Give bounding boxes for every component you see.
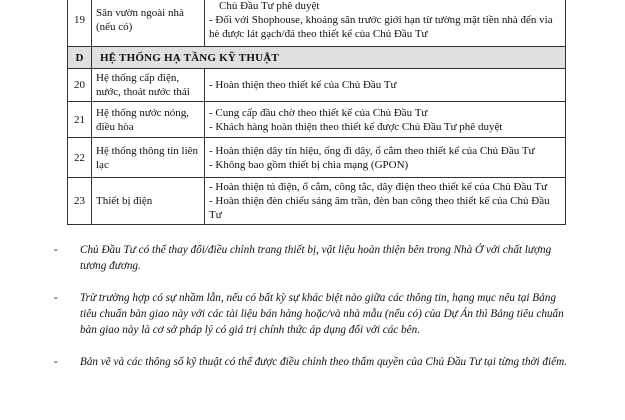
description-line: - Đối với Shophouse, khoảng sân trước giới hạn từ tường mặt tiền nhà đến via hè được lát gạch/đá theo thiết kế của Chủ Đầu Tư xyxy=(209,13,553,40)
description-line: - Cung cấp đầu chờ theo thiết kế của Chủ Đầu Tư xyxy=(209,106,428,119)
row-description xyxy=(205,102,566,138)
handover-spec-table-body xyxy=(68,0,566,225)
row-number: 22 xyxy=(68,138,92,178)
handover-spec-table xyxy=(67,0,566,225)
note-item xyxy=(54,354,575,370)
note-bullet: - xyxy=(54,292,58,304)
note-item xyxy=(54,290,575,338)
row-item-name: Sân vườn ngoài nhà (nếu có) xyxy=(92,0,205,47)
row-number: 20 xyxy=(68,69,92,102)
note-bullet: - xyxy=(54,244,58,256)
description-line: - Không bao gồm thiết bị chia mạng (GPON) xyxy=(209,158,409,171)
row-number: 23 xyxy=(68,178,92,225)
section-title: HỆ THỐNG HẠ TẦNG KỸ THUẬT xyxy=(92,47,566,69)
table-row-23 xyxy=(68,178,566,225)
row-number: 19 xyxy=(68,0,92,47)
table-row-20 xyxy=(68,69,566,102)
note-text: Chủ Đầu Tư có thể thay đổi/điều chỉnh trang thiết bị, vật liệu hoàn thiện bên trong Nhà Ở với chất lượng tương đương. xyxy=(80,244,552,272)
note-text: Trừ trường hợp có sự nhầm lẫn, nếu có bất kỳ sự khác biệt nào giữa các thông tin, hạng mục nêu tại Bảng tiêu chuẩn bàn giao này với các tài liệu bán hàng hoặc/và nhà mẫu (nếu có) của Dự Án thì Bảng tiêu chuẩn bàn giao này là cơ sở pháp lý có giá trị chính thức áp dụng đối với các bên. xyxy=(80,292,564,336)
description-line: - Hoàn thiện tủ điện, ổ cắm, công tắc, dây điện theo thiết kế của Chủ Đầu Tư xyxy=(209,181,548,193)
row-description xyxy=(205,178,566,225)
row-item-name: Hệ thống cấp điện, nước, thoát nước thải xyxy=(92,69,205,102)
table-row-22 xyxy=(68,138,566,178)
description-line: - Hoàn thiện dây tín hiệu, ống đi dây, ổ cắm theo thiết kế của Chủ Đầu Tư xyxy=(209,144,535,157)
description-line: Chủ Đầu Tư phê duyệt xyxy=(219,0,320,12)
note-text: Bản vẽ và các thông số kỹ thuật có thể được điều chỉnh theo thẩm quyền của Chủ Đầu Tư tại từng thời điểm. xyxy=(80,356,567,368)
table-row-19 xyxy=(68,0,566,47)
row-item-name: Thiết bị điện xyxy=(92,178,205,225)
notes-list xyxy=(54,242,575,386)
table-row-21 xyxy=(68,102,566,138)
note-item xyxy=(54,242,575,274)
row-item-name: Hệ thống thông tin liên lạc xyxy=(92,138,205,178)
description-line: - Khách hàng hoàn thiện theo thiết kế được Chủ Đầu Tư phê duyệt xyxy=(209,120,503,133)
row-item-name: Hệ thống nước nóng, điều hòa xyxy=(92,102,205,138)
section-header-d xyxy=(68,47,566,69)
section-code: D xyxy=(68,47,92,69)
row-description xyxy=(205,0,566,47)
note-bullet: - xyxy=(54,356,58,368)
row-description xyxy=(205,69,566,102)
row-number: 21 xyxy=(68,102,92,138)
description-line: - Hoàn thiện đèn chiếu sáng âm trần, đèn ban công theo thiết kế của Chủ Đầu Tư xyxy=(209,195,550,221)
row-description xyxy=(205,138,566,178)
description-line: - Hoàn thiện theo thiết kế của Chủ Đầu Tư xyxy=(209,79,397,91)
